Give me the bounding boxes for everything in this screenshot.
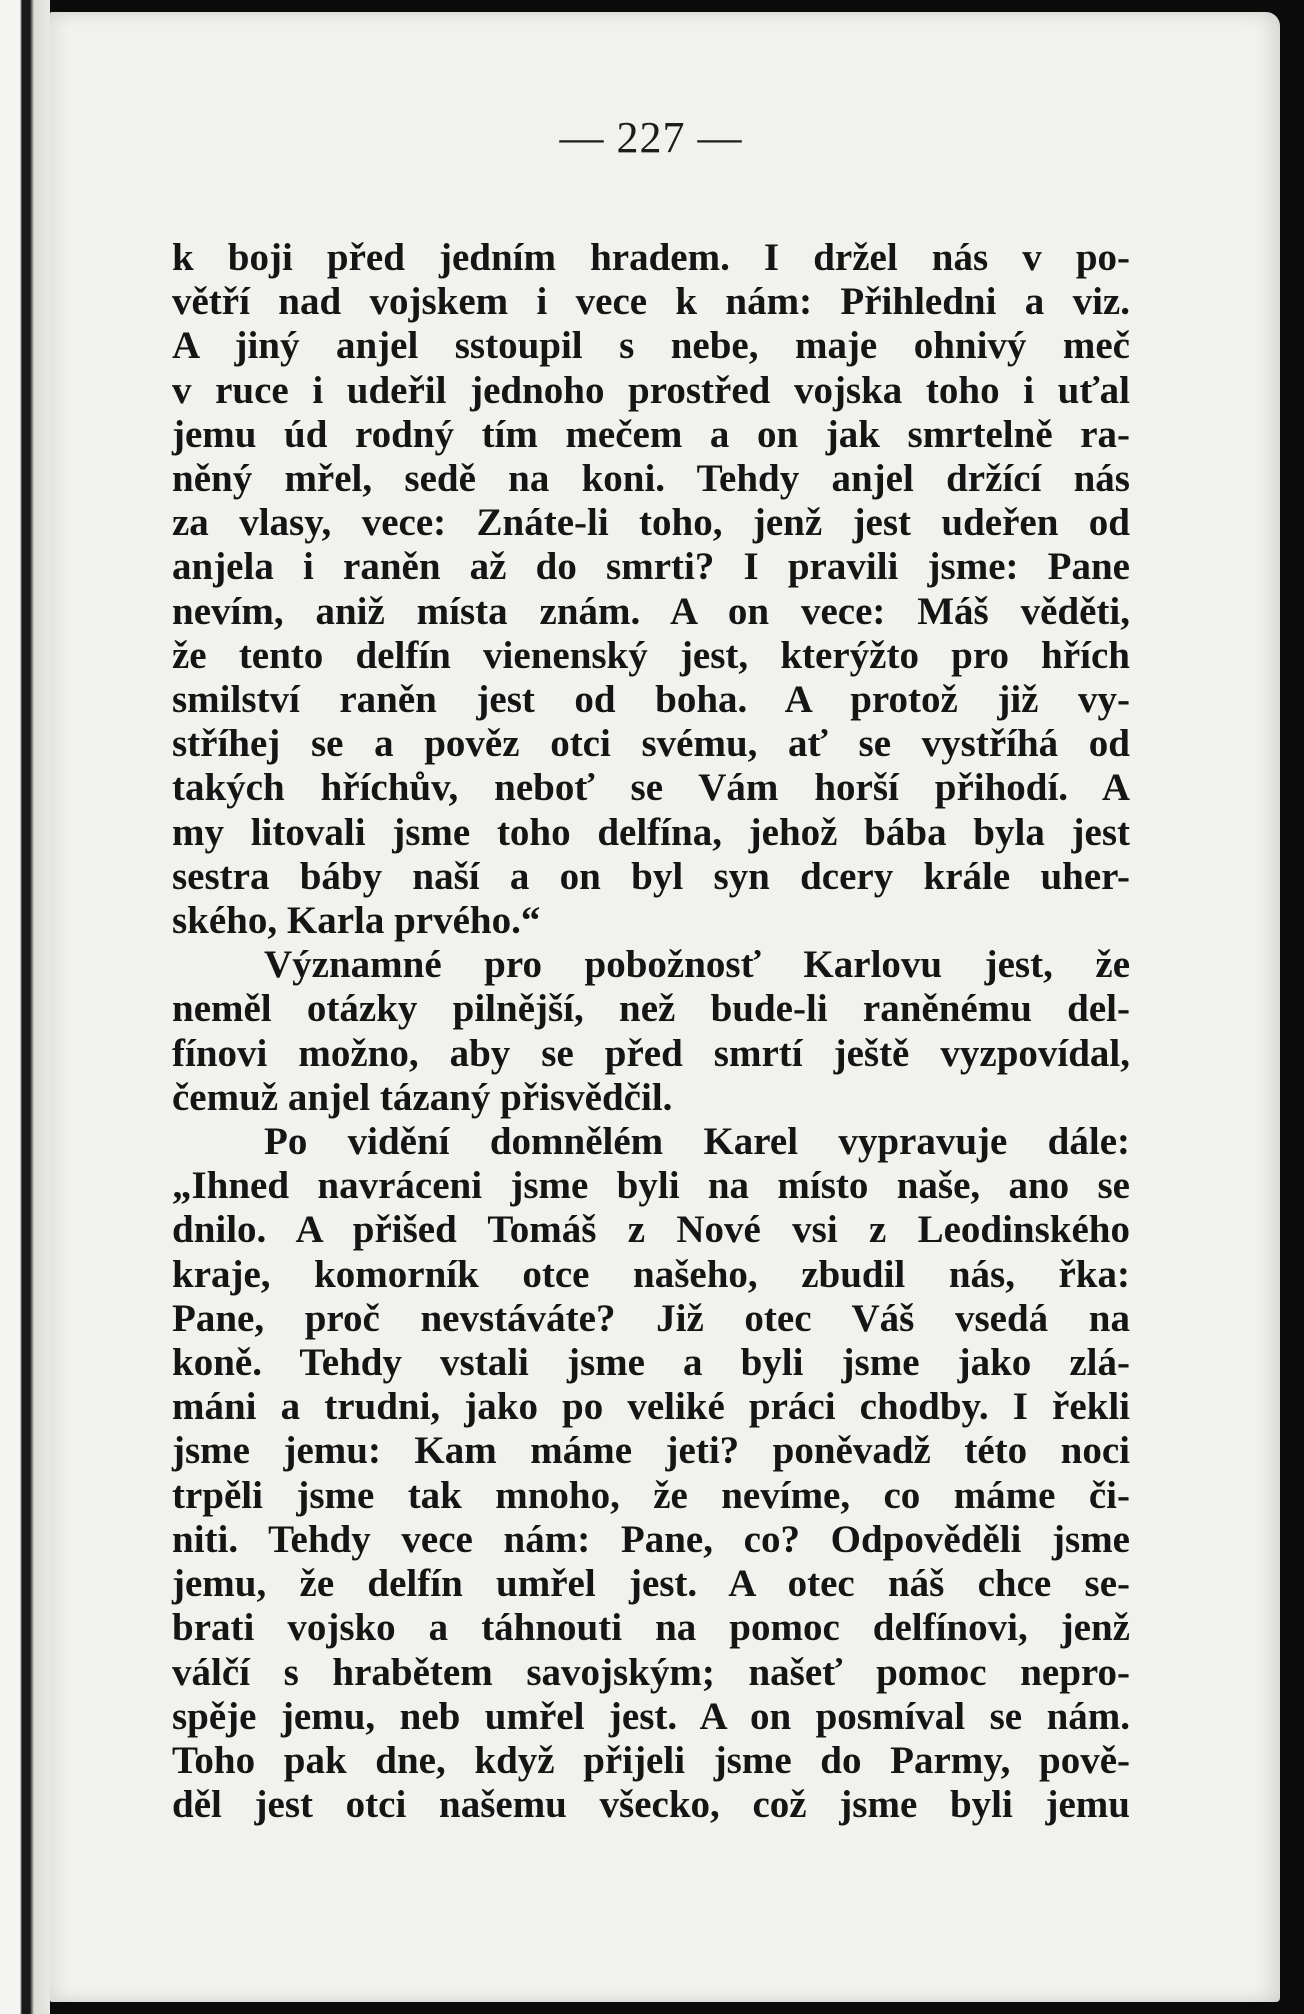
page-content: [172, 108, 1130, 1827]
text-line: niti. Tehdy vece nám: Pane, co? Odpověděli jsme: [172, 1517, 1130, 1561]
text-line: kraje, komorník otce našeho, zbudil nás, řka:: [172, 1252, 1130, 1296]
text-line: my litovali jsme toho delfína, jehož bába byla jest: [172, 810, 1130, 854]
text-line: stříhej se a pověz otci svému, ať se vystříhá od: [172, 722, 1130, 766]
text-line: nevím, aniž místa znám. A on vece: Máš věděti,: [172, 589, 1130, 633]
text-line: jemu úd rodný tím mečem a on jak smrtelně ra-: [172, 412, 1130, 456]
page-number: — 227 —: [559, 113, 743, 162]
text-line: Pane, proč nevstáváte? Již otec Váš vsedá na: [172, 1296, 1130, 1340]
page-sheet: [50, 12, 1280, 2002]
paragraph: [172, 1120, 1130, 1827]
text-line: trpěli jsme tak mnoho, že nevíme, co máme či-: [172, 1473, 1130, 1517]
text-line: ského, Karla prvého.“: [172, 899, 541, 943]
text-line: něný mřel, sedě na koni. Tehdy anjel držící nás: [172, 457, 1130, 501]
text-line: fínovi možno, aby se před smrtí ještě vyzpovídal,: [172, 1031, 1130, 1075]
text-line: anjela i raněn až do smrti? I pravili jsme: Pane: [172, 545, 1130, 589]
text-line: děl jest otci našemu všecko, což jsme byli jemu: [172, 1783, 1130, 1827]
text-line: A jiný anjel sstoupil s nebe, maje ohnivý meč: [172, 324, 1130, 368]
text-line: smilství raněn jest od boha. A protož již vy-: [172, 678, 1130, 722]
text-line: větří nad vojskem i vece k nám: Přihledni a viz.: [172, 280, 1130, 324]
paragraph: [172, 943, 1130, 1120]
text-line: že tento delfín vienenský jest, kterýžto pro hřích: [172, 633, 1130, 677]
text-line: takých hříchův, neboť se Vám horší přihodí. A: [172, 766, 1130, 810]
text-line: jemu, že delfín umřel jest. A otec náš chce se-: [172, 1562, 1130, 1606]
text-line: v ruce i udeřil jednoho prostřed vojska toho i uťal: [172, 368, 1130, 412]
text-line: „Ihned navráceni jsme byli na místo naše, ano se: [172, 1164, 1130, 1208]
text-line: Významné pro pobožnosť Karlovu jest, že: [264, 943, 1130, 987]
text-line: čemuž anjel tázaný přisvědčil.: [172, 1075, 673, 1119]
paragraph: [172, 236, 1130, 943]
text-line: neměl otázky pilnější, než bude-li raněnému del-: [172, 987, 1130, 1031]
text-line: máni a trudni, jako po veliké práci chodby. I řekli: [172, 1385, 1130, 1429]
text-line: válčí s hrabětem savojským; našeť pomoc nepro-: [172, 1650, 1130, 1694]
text-line: k boji před jedním hradem. I držel nás v po-: [172, 236, 1130, 279]
book-binding-edge: [0, 0, 50, 2014]
text-line: koně. Tehdy vstali jsme a byli jsme jako zlá-: [172, 1341, 1130, 1385]
text-line: spěje jemu, neb umřel jest. A on posmíval se nám.: [172, 1694, 1130, 1738]
text-line: za vlasy, vece: Znáte-li toho, jenž jest udeřen od: [172, 501, 1130, 545]
text-line: Toho pak dne, když přijeli jsme do Parmy, pově-: [172, 1738, 1130, 1782]
body-text: [172, 236, 1130, 1827]
text-line: brati vojsko a táhnouti na pomoc delfínovi, jenž: [172, 1606, 1130, 1650]
text-line: Po vidění domnělém Karel vypravuje dále:: [264, 1120, 1130, 1164]
text-line: sestra báby naší a on byl syn dcery krále uher-: [172, 854, 1130, 898]
text-line: jsme jemu: Kam máme jeti? poněvadž této noci: [172, 1429, 1130, 1473]
text-line: dnilo. A přišed Tomáš z Nové vsi z Leodinského: [172, 1208, 1130, 1252]
